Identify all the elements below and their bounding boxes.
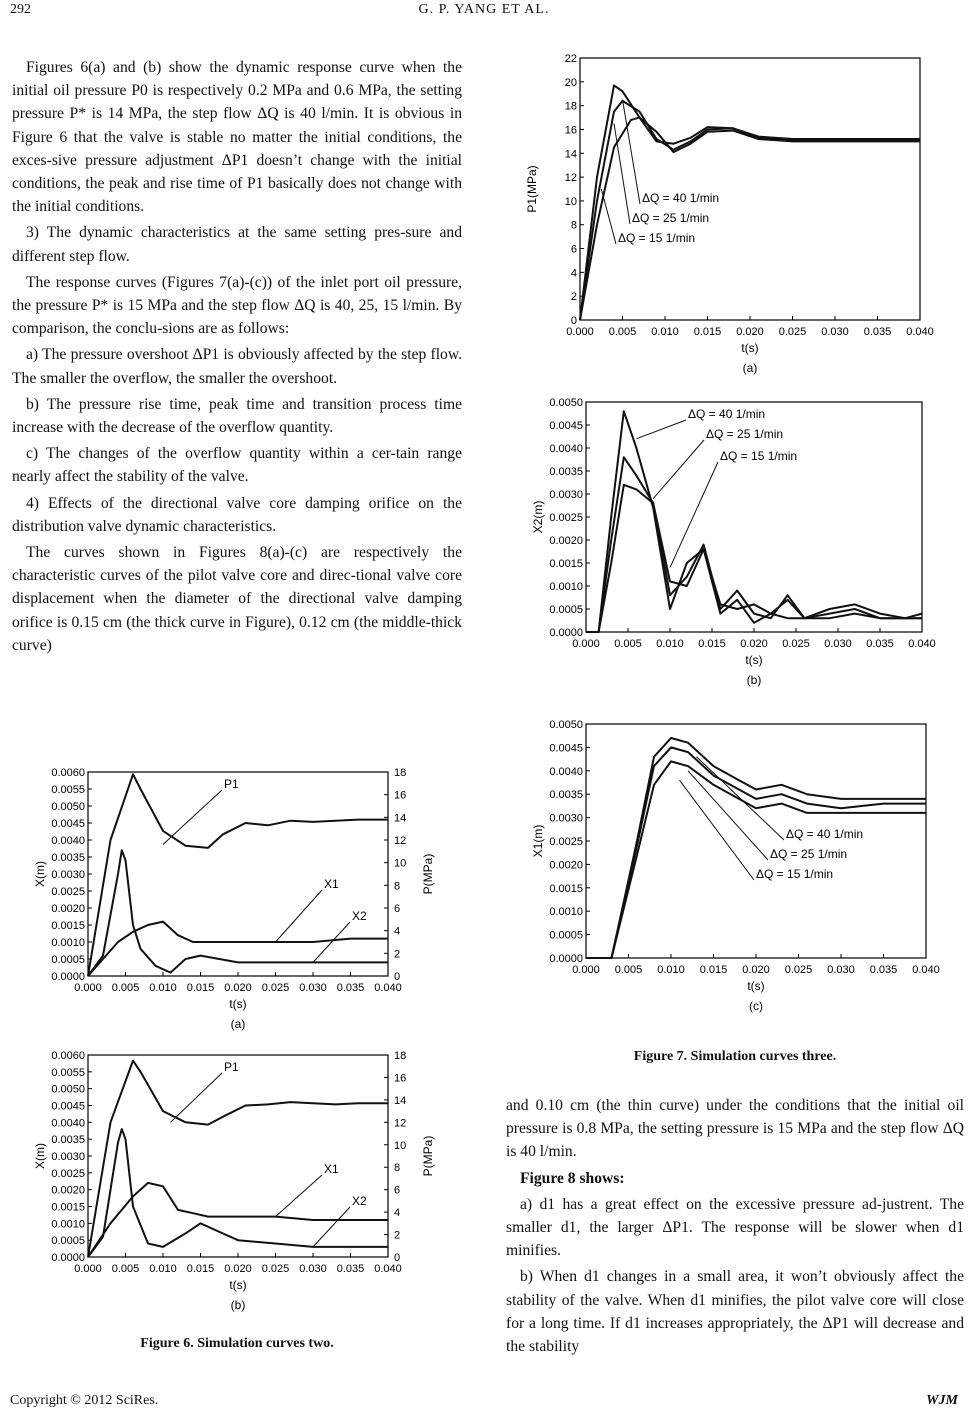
page-number: 292 <box>10 2 31 17</box>
annotation-leader <box>163 790 222 845</box>
y-tick-label: 0.0005 <box>549 929 583 942</box>
y2-tick-label: 18 <box>394 1050 407 1062</box>
y-tick-label: 0.0005 <box>549 604 583 616</box>
y2-tick-label: 4 <box>394 1207 401 1220</box>
y2-tick-label: 14 <box>394 812 407 825</box>
y-tick-label: 14 <box>564 148 577 161</box>
y-tick-label: 0.0000 <box>51 971 85 983</box>
x-tick-label: 0.005 <box>111 1263 140 1275</box>
x-axis-label: t(s) <box>229 1278 247 1292</box>
plot-frame <box>88 1055 388 1257</box>
y-axis-label: X(m) <box>33 1143 47 1169</box>
x-tick-label: 0.000 <box>74 1263 102 1275</box>
y-tick-label: 0.0035 <box>51 852 85 864</box>
y-tick-label: 0.0020 <box>549 535 583 547</box>
x-tick-label: 0.010 <box>149 1263 177 1275</box>
y2-tick-label: 8 <box>394 880 401 893</box>
annotation-label: ΔQ = 40 1/min <box>786 827 864 841</box>
x-tick-label: 0.015 <box>693 326 722 338</box>
y-tick-label: 0.0025 <box>549 836 583 848</box>
y-tick-label: 0.0035 <box>549 466 583 478</box>
annotation-label: P1 <box>224 1060 239 1074</box>
x-axis-label: t(s) <box>747 979 765 993</box>
left-column-text <box>12 56 462 660</box>
paragraph: a) The pressure overshoot ΔP1 is obviously affected by the step flow. The smaller the overflow, the smaller the overshoot. <box>12 346 462 387</box>
series-line <box>586 411 922 632</box>
paragraph: a) d1 has a great effect on the excessive pressure ad-justrent. The smaller d1, the larger ΔP1. The response will be slower when d1 minifies. <box>506 1195 964 1260</box>
annotation-label: ΔQ = 15 1/min <box>618 231 696 245</box>
series-line <box>88 774 388 976</box>
annotation-label: X2 <box>352 1194 367 1208</box>
y-tick-label: 0.0045 <box>549 420 583 432</box>
x-tick-label: 0.000 <box>566 326 594 338</box>
annotation-leader <box>276 1175 323 1217</box>
y-tick-label: 0.0010 <box>51 937 85 949</box>
annotation-label: ΔQ = 25 1/min <box>632 211 710 225</box>
annotation-label: ΔQ = 15 1/min <box>720 449 798 463</box>
footer-journal: WJM <box>926 1393 958 1408</box>
y-tick-label: 0.0040 <box>549 765 583 778</box>
x-tick-label: 0.040 <box>908 638 936 650</box>
x-tick-label: 0.025 <box>782 638 810 650</box>
x-tick-label: 0.035 <box>336 1263 365 1275</box>
x-tick-label: 0.005 <box>614 638 642 650</box>
y-tick-label: 0.0005 <box>51 954 85 966</box>
x-tick-label: 0.030 <box>299 1263 327 1275</box>
annotation-leader <box>636 420 686 439</box>
annotation-label: ΔQ = 25 1/min <box>706 427 784 441</box>
y-tick-label: 0.0060 <box>51 767 85 779</box>
panel-label: (a) <box>230 1017 246 1031</box>
running-title: G. P. YANG ET AL. <box>418 2 550 17</box>
x-tick-label: 0.015 <box>186 1263 215 1275</box>
y-tick-label: 20 <box>564 76 577 89</box>
y2-tick-label: 18 <box>394 767 407 779</box>
y2-tick-label: 16 <box>394 789 407 802</box>
x-tick-label: 0.005 <box>608 326 637 338</box>
y-tick-label: 18 <box>564 100 577 113</box>
y-tick-label: 0.0050 <box>549 719 583 731</box>
y-tick-label: 0.0045 <box>51 1100 85 1113</box>
y-tick-label: 0.0045 <box>549 742 583 755</box>
y-tick-label: 0.0025 <box>549 512 583 524</box>
y-tick-label: 0.0010 <box>549 581 583 593</box>
footer-copyright: Copyright © 2012 SciRes. <box>10 1393 159 1408</box>
x-tick-label: 0.010 <box>657 964 685 976</box>
y-tick-label: 0.0025 <box>51 886 85 898</box>
series-line <box>586 457 922 632</box>
y-tick-label: 0.0030 <box>549 489 583 501</box>
y-tick-label: 0.0020 <box>549 859 583 872</box>
x-tick-label: 0.040 <box>374 1263 402 1275</box>
x-tick-label: 0.015 <box>699 964 728 976</box>
paragraph: The curves shown in Figures 8(a)-(c) are respectively the characteristic curves of the pilot valve core and direc-tional valve core displacement when the diameter of the directional valve damping orifice is 0.15 cm (the thick curve in Figure), 0.12 cm (the middle-thick curve) <box>12 544 462 654</box>
paragraph: and 0.10 cm (the thin curve) under the conditions that the initial oil pressure is 0.8 MPa, the setting pressure is 15 MPa and the step flow ΔQ is 40 l/min. <box>506 1097 964 1161</box>
y-tick-label: 0.0060 <box>51 1050 85 1062</box>
x-tick-label: 0.030 <box>821 326 849 338</box>
figure-7b-chart <box>528 388 948 710</box>
x-tick-label: 0.020 <box>224 1263 252 1275</box>
paragraph: The response curves (Figures 7(a)-(c)) of the inlet port oil pressure, the pressure P* is 15 MPa and the step flow ΔQ is 40, 25, 15 l/min. By comparison, the conclu-sions are as follows: <box>12 273 462 338</box>
x-tick-label: 0.025 <box>261 982 290 994</box>
x-tick-label: 0.040 <box>374 982 402 994</box>
y2-tick-label: 12 <box>394 1117 407 1130</box>
paragraph: 3) The dynamic characteristics at the same setting pres-sure and different step flow. <box>12 224 462 265</box>
y-axis-label: X1(m) <box>531 824 545 858</box>
y-tick-label: 0.0015 <box>51 1201 85 1214</box>
y-tick-label: 0.0050 <box>549 397 583 409</box>
y-tick-label: 16 <box>564 124 577 137</box>
annotation-label: X1 <box>324 1162 339 1176</box>
y-tick-label: 0.0030 <box>549 812 583 825</box>
series-line <box>88 1183 388 1257</box>
paragraph: Figure 8 shows: <box>520 1169 625 1187</box>
y-tick-label: 0.0040 <box>51 1117 85 1130</box>
figure-6a-chart <box>30 758 450 1038</box>
x-tick-label: 0.010 <box>656 638 684 650</box>
x-tick-label: 0.000 <box>572 638 600 650</box>
x-tick-label: 0.020 <box>740 638 768 650</box>
annotation-leader <box>171 1073 223 1122</box>
y-tick-label: 0.0050 <box>51 801 85 813</box>
y2-tick-label: 6 <box>394 903 401 915</box>
x-tick-label: 0.035 <box>866 638 894 650</box>
annotation-label: P1 <box>224 777 239 791</box>
x-tick-label: 0.010 <box>149 982 177 994</box>
plot-frame <box>580 58 920 320</box>
y-tick-label: 6 <box>570 243 577 256</box>
x-tick-label: 0.005 <box>614 964 643 976</box>
y-tick-label: 0.0055 <box>51 784 85 796</box>
paragraph: Figures 6(a) and (b) show the dynamic response curve when the initial oil pressure P0 is respectively 0.2 MPa and 0.6 MPa, the setting pressure P* is 14 MPa, the step flow ΔQ is 40 l/min. It is obvious in Figure 6 that the valve is stable no matter the initial conditions, the exces-sive pressure adjustment ΔP1 doesn’t change with the initial conditions, the peak and rise time of P1 basically does not change with the initial conditions. <box>12 59 462 216</box>
y-tick-label: 10 <box>564 195 577 208</box>
x-tick-label: 0.035 <box>336 982 365 994</box>
y-tick-label: 0.0040 <box>549 443 583 455</box>
x-tick-label: 0.015 <box>698 638 726 650</box>
y2-tick-label: 8 <box>394 1162 401 1175</box>
y-tick-label: 0.0025 <box>51 1167 85 1180</box>
y-axis-label: X2(m) <box>531 500 545 534</box>
annotation-label: ΔQ = 40 1/min <box>688 407 766 421</box>
y-tick-label: 0.0020 <box>51 903 85 915</box>
panel-label: (a) <box>742 361 758 375</box>
annotation-leader <box>601 189 616 244</box>
x-tick-label: 0.020 <box>742 964 770 976</box>
y-tick-label: 0.0030 <box>51 869 85 881</box>
y-tick-label: 0.0000 <box>51 1252 85 1264</box>
y-tick-label: 8 <box>570 219 577 232</box>
x-tick-label: 0.040 <box>912 964 940 976</box>
annotation-label: ΔQ = 15 1/min <box>756 867 834 881</box>
y-axis-label: X(m) <box>33 861 47 887</box>
annotation-leader <box>276 890 323 942</box>
y-tick-label: 0.0010 <box>549 906 583 919</box>
annotation-leader <box>680 780 755 880</box>
x-tick-label: 0.000 <box>572 964 600 976</box>
x-tick-label: 0.020 <box>224 982 252 994</box>
y-tick-label: 0.0000 <box>549 627 583 639</box>
y-tick-label: 0.0020 <box>51 1184 85 1197</box>
y-tick-label: 2 <box>570 291 577 304</box>
x-tick-label: 0.035 <box>863 326 892 338</box>
annotation-leader <box>653 440 704 499</box>
figure-7a-chart <box>525 44 948 384</box>
paragraph: b) When d1 changes in a small area, it won’t obviously affect the stability of the valve. When d1 minifies, the pilot valve core will close for a long time. If d1 increases appropriately, the ΔP1 will decrease and the stability <box>506 1268 964 1356</box>
paragraph: 4) Effects of the directional valve core damping orifice on the distribution valve dynamic characteristics. <box>12 494 462 535</box>
series-line <box>88 850 388 976</box>
x-axis-label: t(s) <box>745 653 763 667</box>
y2-tick-label: 0 <box>394 971 401 983</box>
y2-tick-label: 10 <box>394 1139 407 1152</box>
series-line <box>586 485 922 632</box>
y-tick-label: 0.0035 <box>51 1134 85 1147</box>
y-axis-label: P1(MPa) <box>525 165 539 213</box>
y-tick-label: 0.0040 <box>51 835 85 847</box>
annotation-label: X2 <box>352 909 367 923</box>
annotation-leader <box>670 462 718 568</box>
y-tick-label: 0.0015 <box>549 558 583 570</box>
series-line <box>580 101 920 320</box>
y2-tick-label: 2 <box>394 1229 401 1242</box>
y2-axis-label: P(MPa) <box>421 1135 435 1177</box>
x-tick-label: 0.025 <box>784 964 813 976</box>
y-tick-label: 4 <box>570 267 577 280</box>
y2-tick-label: 6 <box>394 1184 401 1197</box>
x-tick-label: 0.005 <box>111 982 140 994</box>
series-line <box>88 1061 388 1257</box>
y-tick-label: 0.0030 <box>51 1151 85 1163</box>
panel-label: (b) <box>746 673 762 687</box>
panel-label: (c) <box>749 999 763 1013</box>
x-tick-label: 0.025 <box>261 1263 290 1275</box>
x-tick-label: 0.040 <box>906 326 934 338</box>
y-tick-label: 0.0015 <box>549 882 583 895</box>
y2-tick-label: 10 <box>394 857 407 870</box>
figure-6-caption: Figure 6. Simulation curves two. <box>140 1336 334 1351</box>
y2-tick-label: 16 <box>394 1072 407 1085</box>
paragraph: b) The pressure rise time, peak time and transition process time increase with the decrease of the overflow quantity. <box>12 395 462 437</box>
x-tick-label: 0.020 <box>736 326 764 338</box>
annotation-leader <box>697 757 785 840</box>
y2-axis-label: P(MPa) <box>421 853 435 895</box>
x-tick-label: 0.000 <box>74 982 102 994</box>
y2-tick-label: 12 <box>394 835 407 847</box>
x-tick-label: 0.015 <box>186 982 215 994</box>
y-tick-label: 0.0015 <box>51 920 85 932</box>
figure-6b-chart <box>30 1043 450 1318</box>
x-tick-label: 0.025 <box>778 326 807 338</box>
x-tick-label: 0.035 <box>869 964 898 976</box>
series-line <box>586 761 926 958</box>
y-tick-label: 12 <box>564 172 577 185</box>
x-tick-label: 0.010 <box>651 326 679 338</box>
y2-tick-label: 0 <box>394 1252 401 1264</box>
x-tick-label: 0.030 <box>299 982 327 994</box>
annotation-label: ΔQ = 40 1/min <box>642 191 720 205</box>
y-tick-label: 0 <box>570 315 577 327</box>
figure-7c-chart <box>528 712 948 1038</box>
y-tick-label: 0.0045 <box>51 818 85 830</box>
x-tick-label: 0.030 <box>824 638 852 650</box>
y2-tick-label: 2 <box>394 948 401 961</box>
y-tick-label: 22 <box>564 53 577 65</box>
y-tick-label: 0.0050 <box>51 1083 85 1096</box>
annotation-leader <box>614 124 630 225</box>
paragraph: c) The changes of the overflow quantity within a cer-tain range nearly affect the stability of the valve. <box>12 445 462 486</box>
x-axis-label: t(s) <box>229 997 247 1011</box>
y-tick-label: 0.0010 <box>51 1218 85 1231</box>
annotation-label: ΔQ = 25 1/min <box>770 847 848 861</box>
x-tick-label: 0.030 <box>827 964 855 976</box>
right-column-text <box>506 1094 964 1361</box>
figure-7-caption: Figure 7. Simulation curves three. <box>633 1049 837 1064</box>
y-tick-label: 0.0055 <box>51 1066 85 1079</box>
y2-tick-label: 4 <box>394 925 401 938</box>
series-line <box>88 1129 388 1257</box>
y2-tick-label: 14 <box>394 1094 407 1107</box>
annotation-label: X1 <box>324 877 339 891</box>
y-tick-label: 0.0005 <box>51 1235 85 1248</box>
x-axis-label: t(s) <box>741 341 759 355</box>
y-tick-label: 0.0000 <box>549 953 583 965</box>
panel-label: (b) <box>230 1298 246 1312</box>
plot-frame <box>88 772 388 976</box>
annotation-leader <box>313 1207 350 1247</box>
y-tick-label: 0.0035 <box>549 789 583 802</box>
